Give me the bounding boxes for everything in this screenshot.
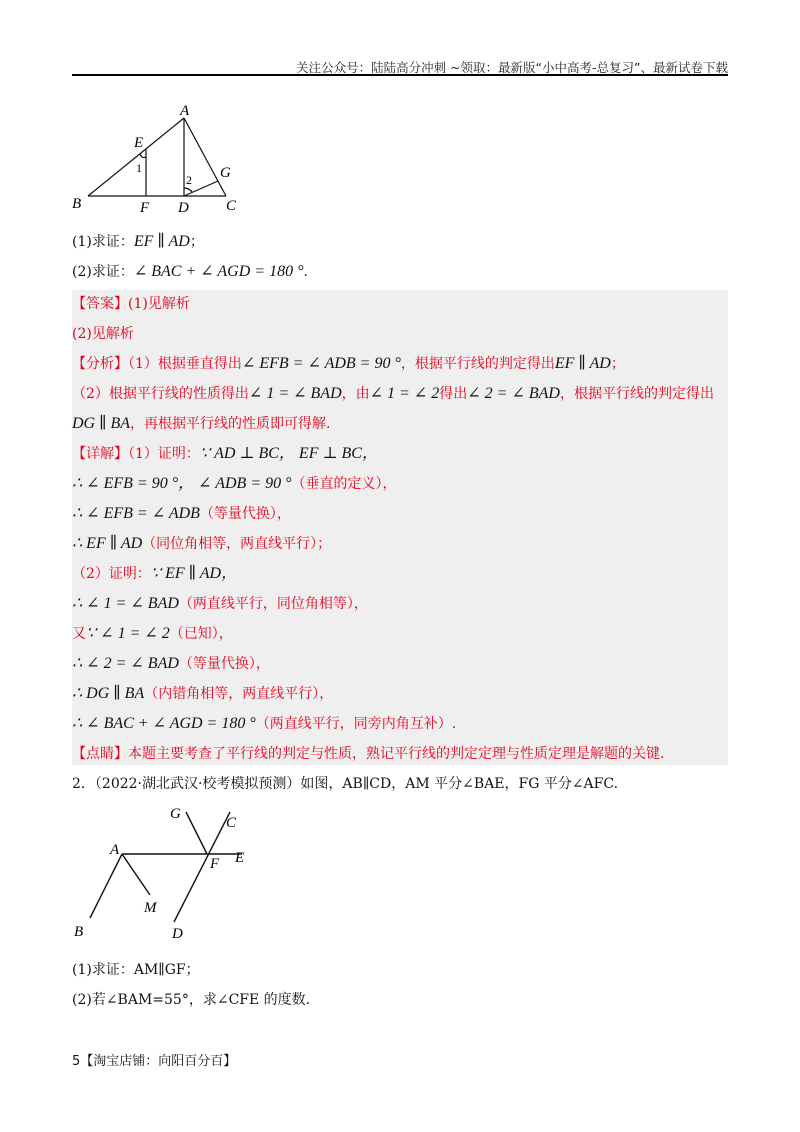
analysis-line-2: （2）根据平行线的性质得出∠ 1 = ∠ BAD，由∠ 1 = ∠ 2得出∠ 2 = ∠ BAD，根据平行线的判定得出: [72, 385, 714, 402]
label2-D: D: [172, 926, 183, 942]
label2-M: M: [144, 900, 157, 916]
label2-C: C: [226, 815, 237, 831]
detail-line-3: ∴ ∠ EFB = ∠ ADB（等量代换），: [72, 505, 291, 522]
detail-line-9: ∴ DG ∥ BA（内错角相等，两直线平行），: [72, 685, 334, 702]
question1-part2: (2)求证：∠ BAC + ∠ AGD = 180 °.: [72, 263, 308, 280]
label-B: B: [72, 196, 82, 212]
label-E: E: [134, 135, 144, 151]
question2-stem: 2．（2022·湖北武汉·校考模拟预测）如图，AB∥CD，AM 平分∠BAE，FG 平分∠AFC.: [72, 776, 619, 792]
parallel-lines-figure: [70, 800, 270, 945]
answer-line-2: (2)见解析: [72, 326, 134, 342]
answer-line-1: 【答案】(1)见解析: [72, 296, 190, 312]
label-G: G: [220, 165, 231, 181]
label-D: D: [178, 200, 189, 216]
detail-line-8: ∴ ∠ 2 = ∠ BAD（等量代换），: [72, 655, 270, 672]
label-F: F: [140, 200, 150, 216]
label2-B: B: [74, 924, 84, 940]
analysis-line-1: 【分析】（1）根据垂直得出∠ EFB = ∠ ADB = 90 °，根据平行线的判定得出EF ∥ AD；: [72, 355, 625, 372]
question1-part1: (1)求证：EF ∥ AD；: [72, 233, 204, 250]
triangle-figure: [66, 100, 256, 220]
label-angle-2: 2: [186, 173, 192, 187]
detail-line-1: 【详解】（1）证明：∵ AD ⊥ BC， EF ⊥ BC，: [72, 445, 378, 462]
point-line: 【点睛】本题主要考查了平行线的判定与性质，熟记平行线的判定定理与性质定理是解题的关键.: [72, 746, 665, 762]
label2-E: E: [235, 850, 245, 866]
detail-line-6: ∴ ∠ 1 = ∠ BAD（两直线平行，同位角相等），: [72, 595, 368, 612]
header-rule: [72, 74, 728, 76]
question2-part2: (2)若∠BAM=55°，求∠CFE 的度数.: [72, 992, 311, 1008]
label2-F: F: [210, 856, 220, 872]
page-header: 关注公众号：陆陆高分冲刺 ~领取：最新版“小中高考-总复习”、最新试卷下载: [296, 60, 728, 75]
question2-part1: (1)求证：AM∥GF；: [72, 962, 200, 978]
detail-line-7: 又∵ ∠ 1 = ∠ 2（已知），: [72, 625, 233, 642]
label2-A: A: [110, 842, 120, 858]
label2-G: G: [170, 806, 181, 822]
analysis-line-3: DG ∥ BA，再根据平行线的性质即可得解.: [72, 415, 331, 432]
label-A: A: [180, 103, 190, 119]
detail-line-4: ∴ EF ∥ AD（同位角相等，两直线平行）；: [72, 535, 332, 552]
label-C: C: [226, 198, 237, 214]
detail-line-5: （2）证明：∵ EF ∥ AD，: [72, 565, 238, 582]
label-angle-1: 1: [136, 161, 142, 175]
detail-line-2: ∴ ∠ EFB = 90 °， ∠ ADB = 90 °（垂直的定义），: [72, 475, 397, 492]
page-footer: 5【淘宝店铺：向阳百分百】: [72, 1054, 237, 1069]
detail-line-10: ∴ ∠ BAC + ∠ AGD = 180 °（两直线平行，同旁内角互补）.: [72, 715, 457, 732]
